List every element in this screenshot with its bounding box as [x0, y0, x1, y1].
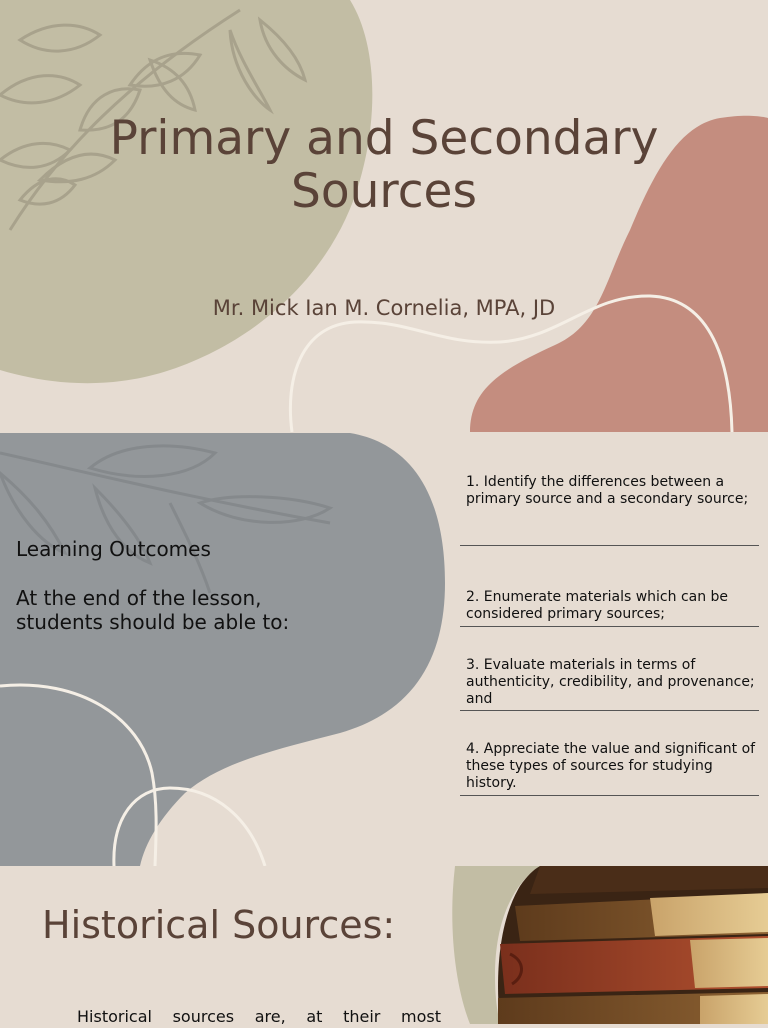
objective-divider [460, 545, 759, 546]
page-title: Primary and Secondary Sources [109, 111, 659, 219]
objective-divider [460, 626, 759, 627]
objective-item: 2. Enumerate materials which can be considered primary sources; [466, 589, 729, 622]
objective-item: 1. Identify the differences between a primary source and a secondary source; [466, 474, 749, 507]
objective-item: 4. Appreciate the value and significant of these types of sources for studying history. [466, 741, 756, 791]
section-title: Historical Sources: [42, 903, 396, 947]
presenter-name: Mr. Mick Ian M. Cornelia, MPA, JD [212, 296, 556, 320]
section-heading: Learning Outcomes [16, 537, 211, 561]
section-intro: At the end of the lesson, students should be able to: [16, 586, 290, 634]
title-slide [0, 0, 768, 432]
books-photo [498, 866, 768, 1024]
body-text: Historical sources are, at their most [77, 1007, 441, 1026]
objective-item: 3. Evaluate materials in terms of authenticity, credibility, and provenance; and [466, 657, 755, 707]
objective-divider [460, 710, 759, 711]
objective-divider [460, 795, 759, 796]
